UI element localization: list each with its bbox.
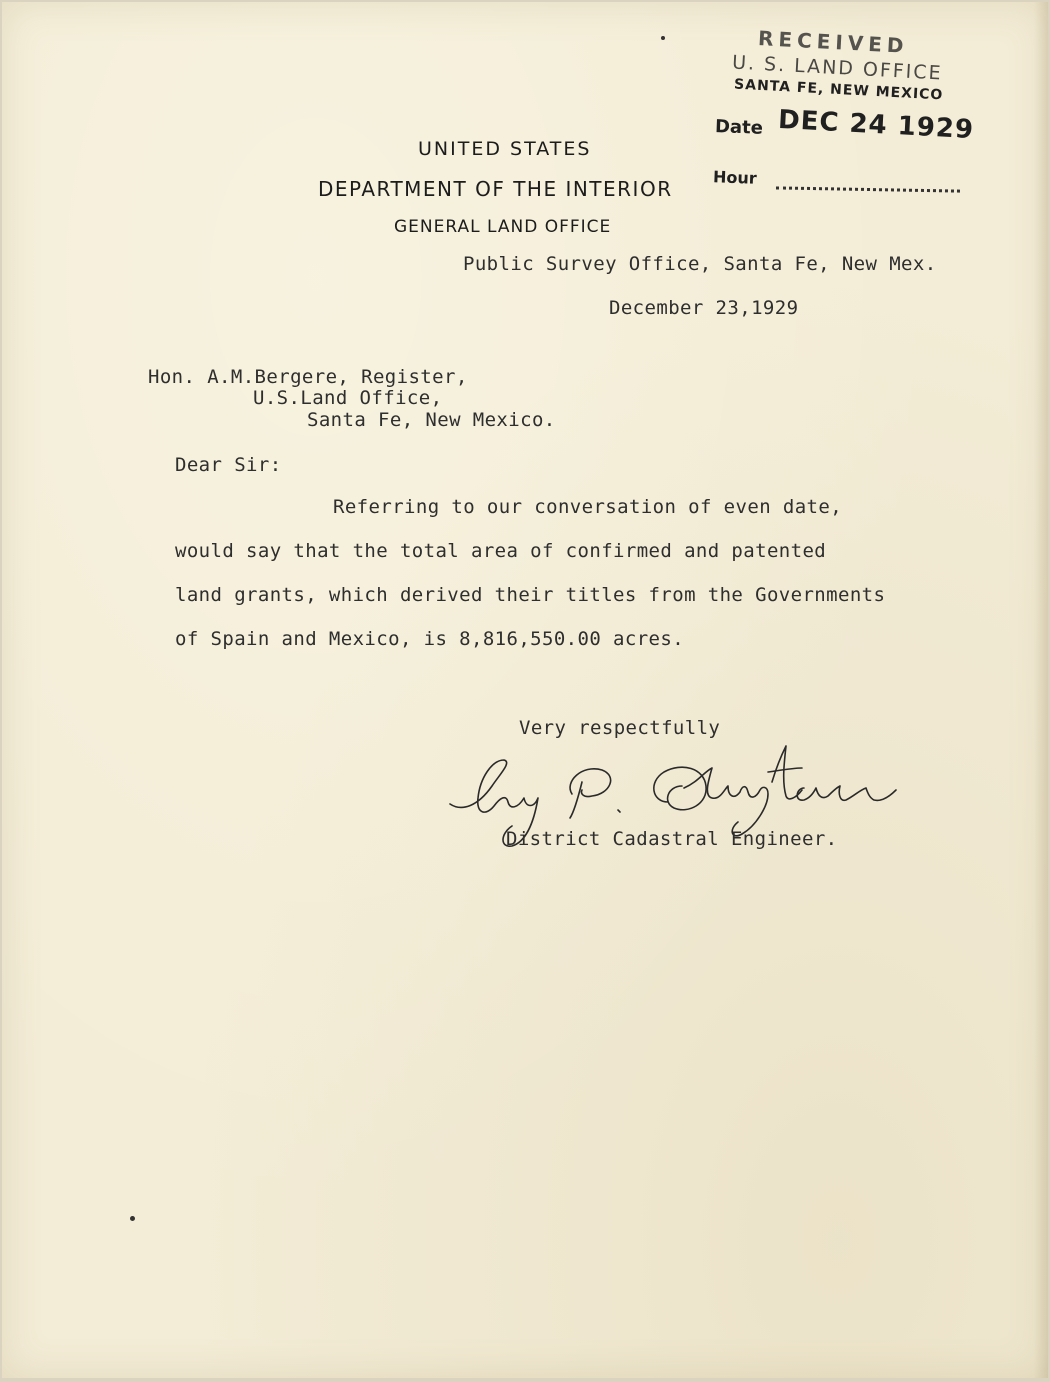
stamp-date-value: DEC 24 1929 <box>777 104 975 146</box>
letterhead-general-land-office: GENERAL LAND OFFICE <box>394 217 612 237</box>
stamp-hour-label: Hour <box>712 167 757 188</box>
paper-speck <box>130 1216 135 1221</box>
paper-speck <box>661 36 665 40</box>
body-line: of Spain and Mexico, is 8,816,550.00 acres. <box>175 628 685 650</box>
stamp-date-label: Date <box>714 116 764 139</box>
letterhead-department: DEPARTMENT OF THE INTERIOR <box>318 177 673 201</box>
body-line: land grants, which derived their titles from the Governments <box>175 584 886 606</box>
office-line: Public Survey Office, Santa Fe, New Mex. <box>463 253 937 275</box>
stamp-received: RECEIVED <box>757 26 910 58</box>
body-line: would say that the total area of confirmed and patented <box>175 540 827 562</box>
address-line: Hon. A.M.Bergere, Register, <box>148 366 468 388</box>
signatory-title: District Cadastral Engineer. <box>506 828 838 850</box>
body-line: Referring to our conversation of even date, <box>333 496 843 518</box>
stamp-hour-line <box>776 186 960 192</box>
address-line: Santa Fe, New Mexico. <box>307 409 556 431</box>
salutation: Dear Sir: <box>175 454 282 476</box>
letterhead-united-states: UNITED STATES <box>418 138 592 160</box>
stamp-city: SANTA FE, NEW MEXICO <box>733 76 944 104</box>
paper-edge <box>1034 2 1048 1378</box>
stamp-office: U. S. LAND OFFICE <box>731 51 944 85</box>
letter-page <box>2 2 1048 1378</box>
closing: Very respectfully <box>519 717 721 739</box>
letter-date: December 23,1929 <box>609 297 799 319</box>
address-line: U.S.Land Office, <box>253 387 443 409</box>
